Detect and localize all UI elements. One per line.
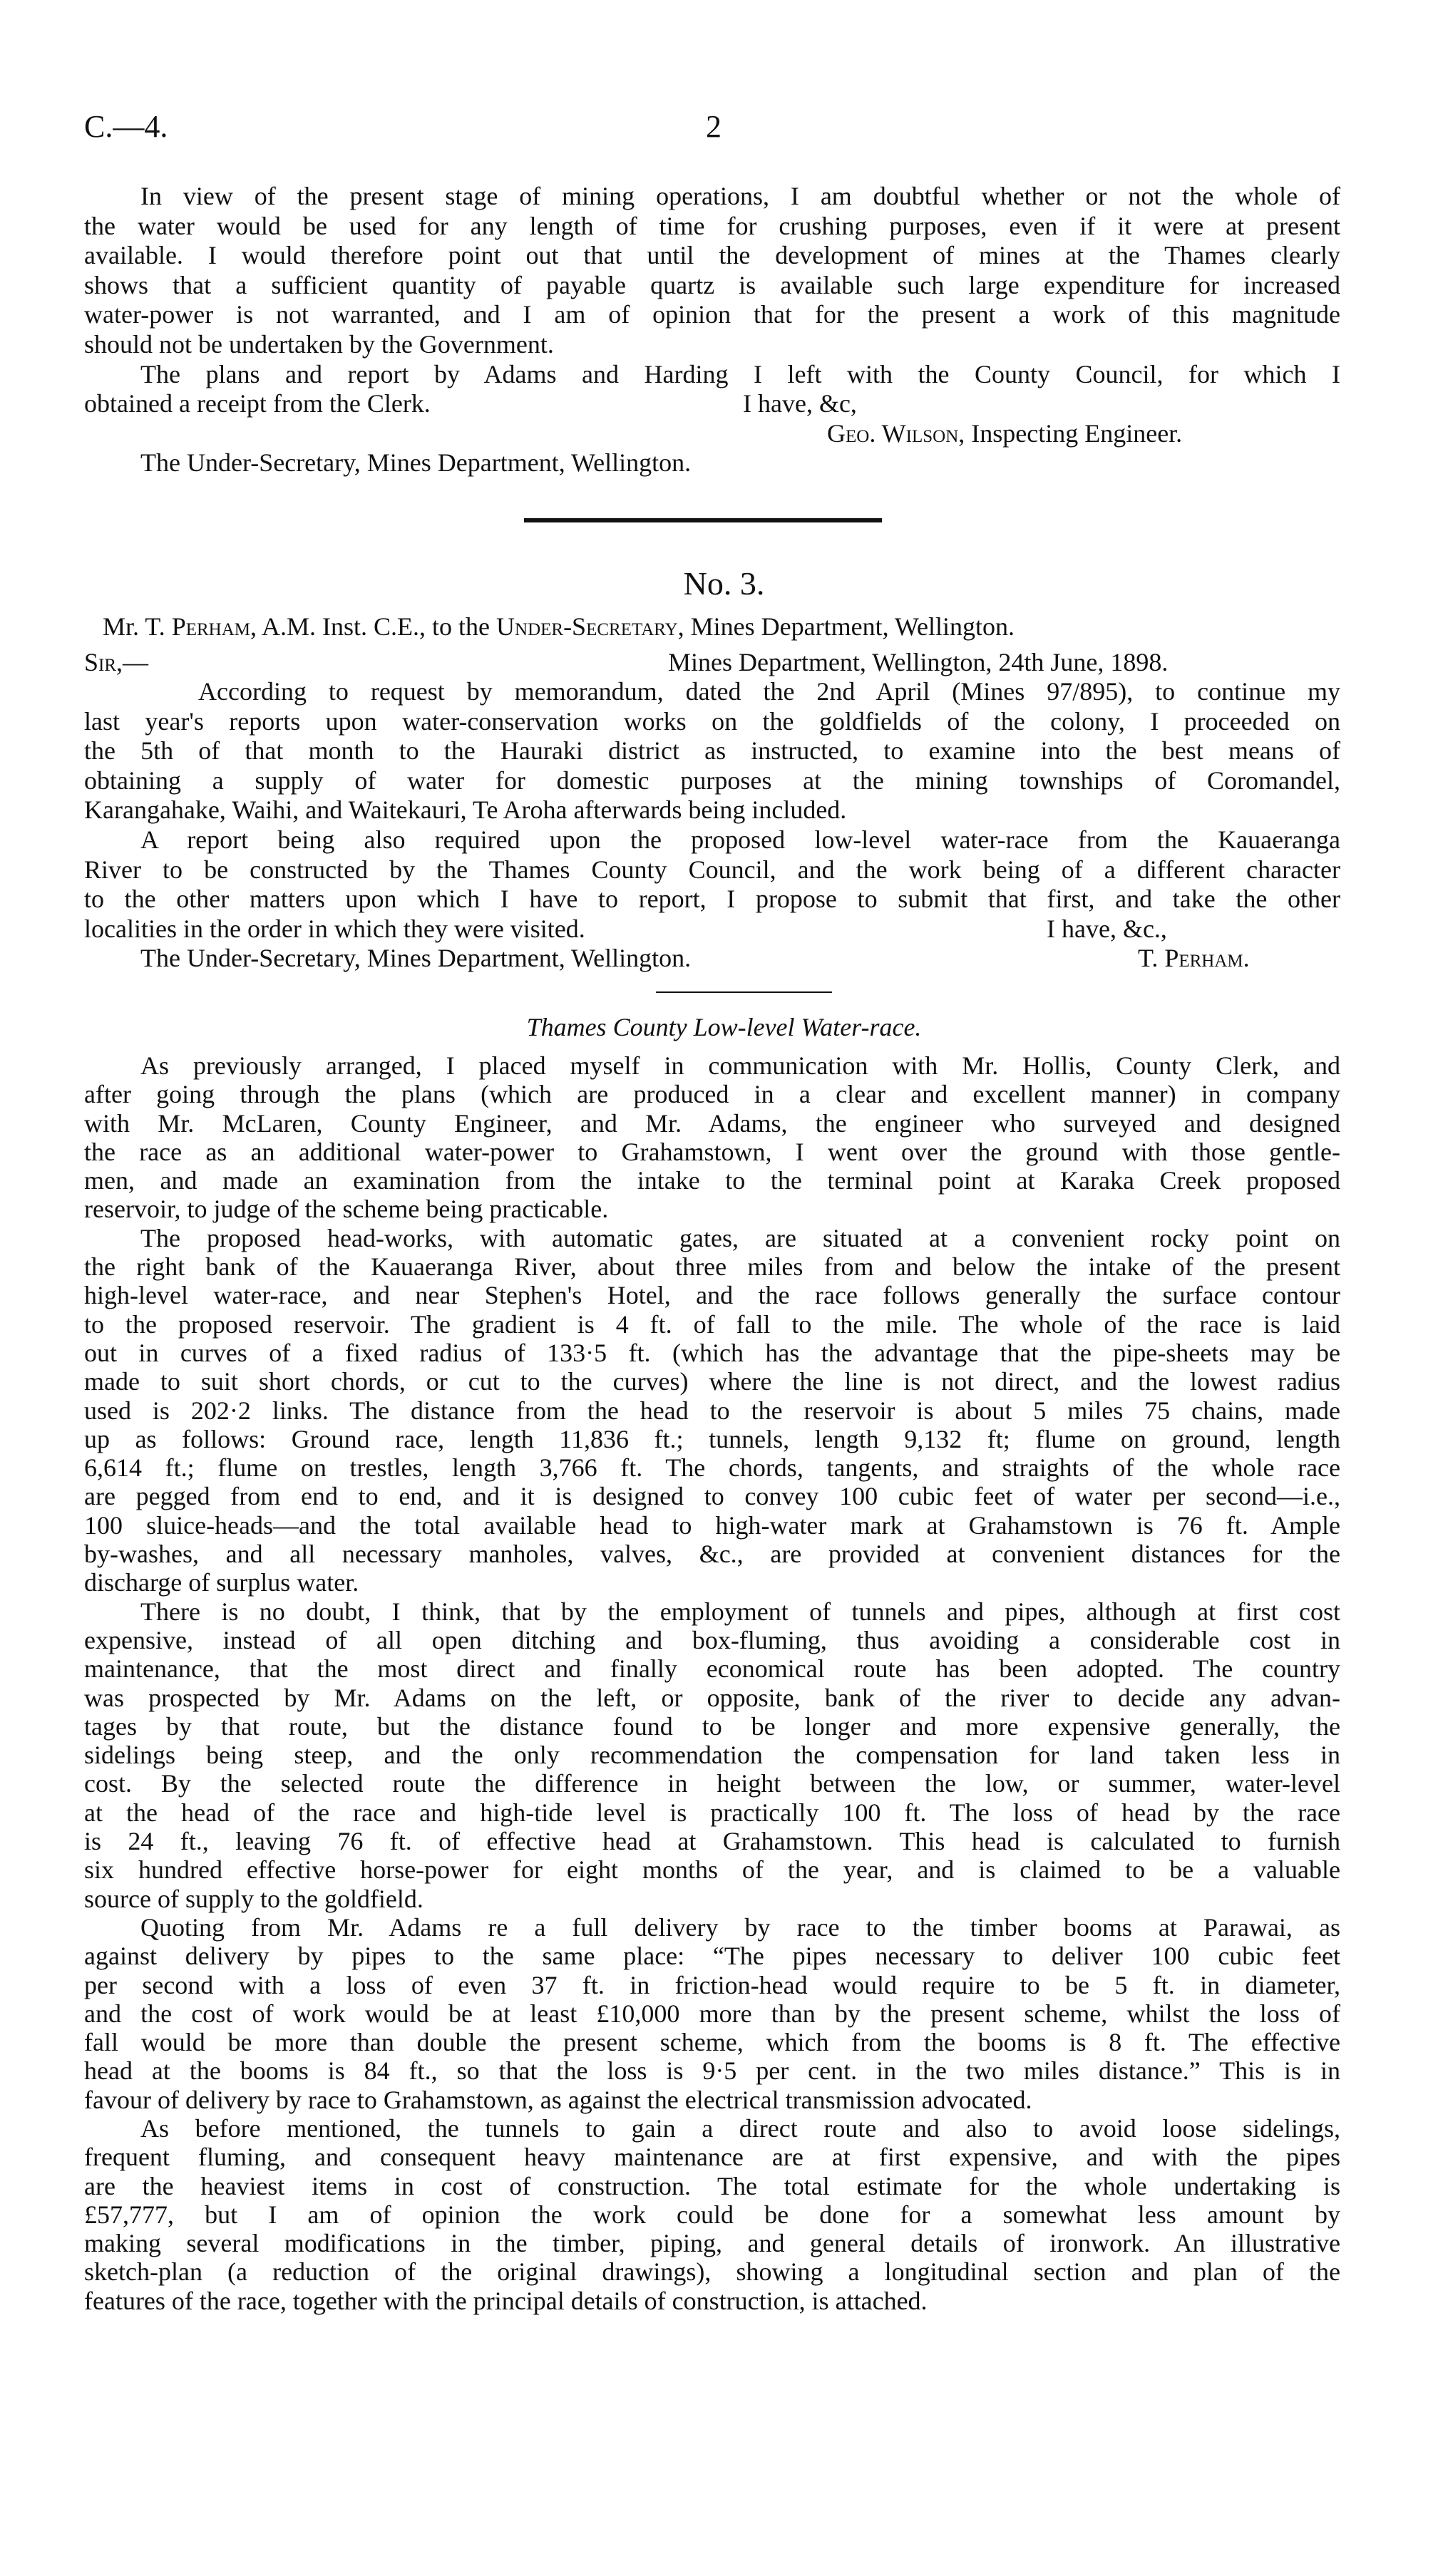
letter1-signature	[84, 419, 1340, 449]
text-line: should not be undertaken by the Government.	[84, 329, 554, 359]
text-line: expensive, instead of all open ditching and box-fluming, thus avoiding a considerable cost in	[84, 1625, 1340, 1654]
text-line: was prospected by Mr. Adams on the left, or opposite, bank of the river to decide any advan-	[84, 1683, 1340, 1712]
text-line: last year's reports upon water-conservation works on the goldfields of the colony, I proceeded on	[84, 706, 1340, 736]
text-line: water-power is not warranted, and I am of opinion that for the present a work of this magnitude	[84, 300, 1340, 329]
paragraph	[84, 1597, 1340, 1913]
text-line: 100 sluice-heads—and the total available head to high-water mark at Grahamstown is 76 ft. Ample	[84, 1510, 1340, 1540]
letter-number: No. 3.	[683, 565, 765, 602]
text-line: at the head of the race and high-tide level is practically 100 ft. The loss of head by the race	[84, 1798, 1340, 1827]
text-line: shows that a sufficient quantity of payable quartz is available such large expenditure for increased	[84, 270, 1340, 299]
letter2-body	[84, 677, 1340, 974]
text-line: Karangahake, Waihi, and Waitekauri, Te Aroha afterwards being included.	[84, 795, 847, 825]
paragraph	[84, 825, 1340, 915]
place-date: Mines Department, Wellington, 24th June, 1898.	[668, 648, 1169, 676]
text-line: According to request by memorandum, dated the 2nd April (Mines 97/895), to continue my	[198, 677, 1340, 706]
text-line: favour of delivery by race to Grahamstown, as against the electrical transmission advocated.	[84, 2085, 1032, 2114]
heading-to: Under-Secretary	[496, 612, 678, 641]
text-line: 6,614 ft.; flume on trestles, length 3,766 ft. The chords, tangents, and straights of the whole race	[84, 1453, 1340, 1483]
text-line: As before mentioned, the tunnels to gain a direct route and also to avoid loose sidelings,	[140, 2113, 1340, 2143]
heading-end: , Mines Department, Wellington.	[677, 612, 1015, 641]
heading-middle: , A.M. Inst. C.E., to the	[250, 612, 497, 641]
letter2-closing: I have, &c.,	[1047, 914, 1167, 943]
paragraph	[84, 360, 1340, 390]
letter1-paragraphs	[84, 182, 1340, 389]
text-line: against delivery by pipes to the same place: “The pipes necessary to deliver 100 cubic feet	[84, 1942, 1340, 1971]
text-line: discharge of surplus water.	[84, 1568, 359, 1597]
letter2-last-line-text: localities in the order in which they were visited.	[84, 914, 585, 943]
letter2-last-line	[84, 915, 1340, 944]
text-line: reservoir, to judge of the scheme being practicable.	[84, 1195, 609, 1224]
paragraph	[84, 1224, 1340, 1597]
text-line: £57,777, but I am of opinion the work could be done for a somewhat less amount by	[84, 2200, 1340, 2229]
text-line: up as follows: Ground race, length 11,836 ft.; tunnels, length 9,132 ft; flume on ground, length	[84, 1424, 1340, 1453]
text-line: the water would be used for any length of time for crushing purposes, even if it were at present	[84, 211, 1340, 240]
letter2-signature: T. Perham.	[1138, 944, 1250, 973]
text-line: used is 202·2 links. The distance from the head to the reservoir is about 5 miles 75 chains, made	[84, 1396, 1340, 1425]
heading-from: Mr. T.	[103, 612, 172, 641]
letter2-addressee-line	[84, 944, 1340, 974]
section-divider-thin	[656, 991, 832, 993]
text-line: to the other matters upon which I have to report, I propose to submit that first, and take the other	[84, 885, 1340, 914]
text-line: sketch-plan (a reduction of the original drawings), showing a longitudinal section and plan of the	[84, 2257, 1340, 2287]
text-line: Quoting from Mr. Adams re a full delivery by race to the timber booms at Parawai, as	[140, 1912, 1340, 1942]
report-body	[84, 1051, 1340, 2315]
text-line: tages by that route, but the distance found to be longer and more expensive generally, the	[84, 1711, 1340, 1741]
heading-from-name: Perham	[171, 612, 250, 641]
text-line: features of the race, together with the principal details of construction, is attached.	[84, 2286, 928, 2315]
text-line: are pegged from end to end, and it is designed to convey 100 cubic feet of water per second—i.e.,	[84, 1482, 1340, 1511]
letter1-addressee: The Under-Secretary, Mines Department, Wellington.	[140, 448, 692, 478]
text-line: maintenance, that the most direct and finally economical route has been adopted. The country	[84, 1654, 1340, 1684]
text-line: sidelings being steep, and the only recommendation the compensation for land taken less in	[84, 1741, 1340, 1770]
text-line: are the heaviest items in cost of construction. The total estimate for the whole undertaking is	[84, 2171, 1340, 2200]
letter1-body	[84, 182, 1340, 478]
salutation: Sir,—	[84, 648, 149, 676]
text-line: per second with a loss of even 37 ft. in friction-head would require to be 5 ft. in diameter,	[84, 1970, 1340, 1999]
paragraph	[84, 1913, 1340, 2114]
text-line: The proposed head-works, with automatic gates, are situated at a convenient rocky point on	[140, 1223, 1340, 1252]
letter2-heading	[103, 612, 1015, 642]
text-line: cost. By the selected route the difference in height between the low, or summer, water-level	[84, 1769, 1340, 1798]
text-line: A report being also required upon the proposed low-level water-race from the Kauaeranga	[140, 825, 1340, 854]
text-line: the race as an additional water-power to Grahamstown, I went over the ground with those gentle-	[84, 1137, 1340, 1166]
text-line: In view of the present stage of mining operations, I am doubtful whether or not the whole of	[140, 182, 1340, 210]
text-line: to the proposed reservoir. The gradient is 4 ft. of fall to the mile. The whole of the race is laid	[84, 1309, 1340, 1339]
text-line: with Mr. McLaren, County Engineer, and Mr. Adams, the engineer who surveyed and designed	[84, 1108, 1340, 1138]
text-line: available. I would therefore point out that until the development of mines at the Thames clearly	[84, 241, 1340, 270]
letter1-closing: I have, &c,	[743, 389, 857, 418]
paragraph	[84, 1051, 1340, 1224]
text-line: head at the booms is 84 ft., so that the loss is 9·5 per cent. in the two miles distance.” This is in	[84, 2056, 1340, 2086]
text-line: out in curves of a fixed radius of 133·5 ft. (which has the advantage that the pipe-sheets may be	[84, 1338, 1340, 1367]
page-number: 2	[706, 109, 722, 144]
text-line: As previously arranged, I placed myself in communication with Mr. Hollis, County Clerk, and	[140, 1051, 1340, 1080]
text-line: frequent fluming, and consequent heavy maintenance are at first expensive, and with the pipes	[84, 2143, 1340, 2172]
letter1-last-line-text: obtained a receipt from the Clerk.	[84, 389, 431, 418]
paragraph	[84, 2114, 1340, 2315]
text-line: fall would be more than double the present scheme, which from the booms is 8 ft. The effective	[84, 2028, 1340, 2057]
text-line: the right bank of the Kauaeranga River, about three miles from and below the intake of the present	[84, 1252, 1340, 1282]
signature-name: Geo. Wilson	[827, 418, 959, 448]
text-line: The plans and report by Adams and Harding I left with the County Council, for which I	[140, 359, 1340, 388]
report-title: Thames County Low-level Water-race.	[526, 1013, 922, 1041]
text-line: There is no doubt, I think, that by the employment of tunnels and pipes, although at first cost	[140, 1597, 1340, 1626]
document-reference: C.—4.	[84, 109, 168, 144]
text-line: River to be constructed by the Thames County Council, and the work being of a different character	[84, 855, 1340, 884]
text-line: men, and made an examination from the intake to the terminal point at Karaka Creek proposed	[84, 1166, 1340, 1195]
paragraph	[84, 182, 1340, 360]
text-line: the 5th of that month to the Hauraki district as instructed, to examine into the best means of	[84, 736, 1340, 766]
text-line: made to suit short chords, or cut to the curves) where the line is not direct, and the lowest radius	[84, 1367, 1340, 1396]
text-line: by-washes, and all necessary manholes, valves, &c., are provided at convenient distances for the	[84, 1540, 1340, 1569]
section-divider-thick	[524, 518, 882, 522]
text-line: high-level water-race, and near Stephen's Hotel, and the race follows generally the surface contour	[84, 1281, 1340, 1310]
paragraph	[84, 677, 1340, 825]
text-line: obtaining a supply of water for domestic purposes at the mining townships of Coromandel,	[84, 766, 1340, 795]
text-line: and the cost of work would be at least £10,000 more than by the present scheme, whilst the loss of	[84, 1999, 1340, 2028]
letter1-last-line	[84, 389, 1340, 419]
text-line: after going through the plans (which are produced in a clear and excellent manner) in company	[84, 1080, 1340, 1109]
text-line: making several modifications in the timber, piping, and general details of ironwork. An illustrative	[84, 2229, 1340, 2258]
text-line: is 24 ft., leaving 76 ft. of effective head at Grahamstown. This head is calculated to furnish	[84, 1827, 1340, 1856]
text-line: source of supply to the goldfield.	[84, 1884, 423, 1913]
letter2-paragraphs	[84, 677, 1340, 915]
letter2-addressee: The Under-Secretary, Mines Department, Wellington.	[140, 944, 692, 973]
signature-title: , Inspecting Engineer.	[958, 418, 1183, 448]
text-line: six hundred effective horse-power for eight months of the year, and is claimed to be a valuable	[84, 1855, 1340, 1885]
